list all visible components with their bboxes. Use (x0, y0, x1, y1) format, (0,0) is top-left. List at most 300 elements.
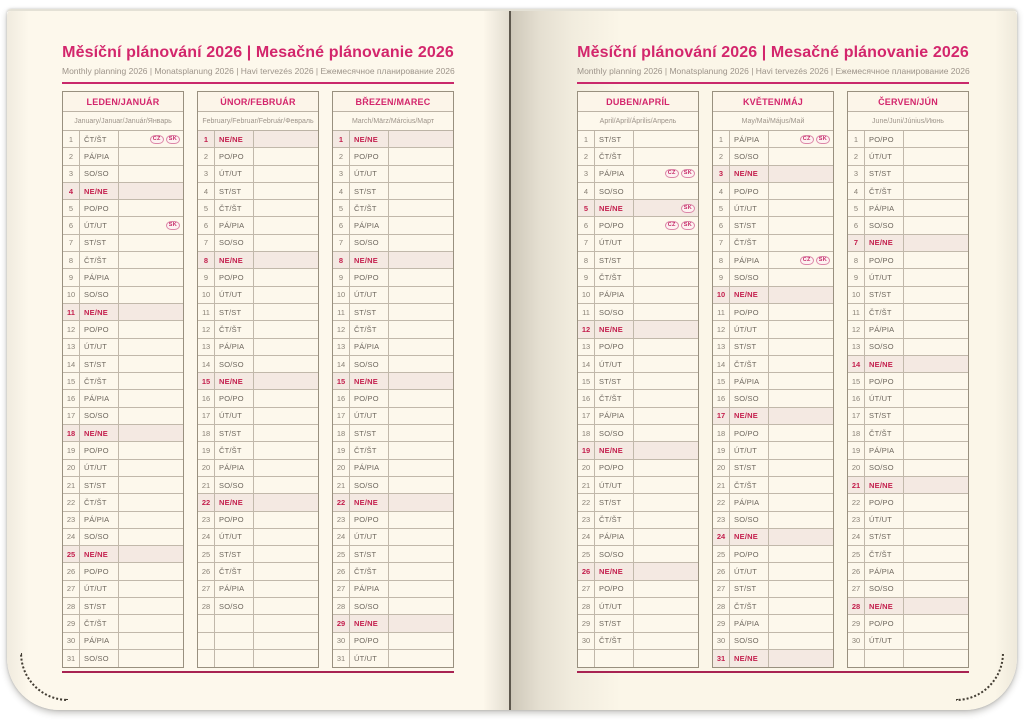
notes-cell (634, 235, 698, 251)
notes-cell (904, 408, 968, 424)
day-number: 4 (848, 183, 865, 199)
day-number: 18 (713, 425, 730, 441)
day-row (578, 252, 698, 269)
day-abbrev: ST/ST (350, 304, 389, 320)
day-number: 20 (578, 460, 595, 476)
notes-cell (769, 650, 833, 667)
day-abbrev (595, 650, 634, 667)
day-row (848, 235, 968, 252)
notes-cell (769, 287, 833, 303)
month-header: KVĚTEN/MÁJ (713, 92, 833, 112)
month-brezen-marec (332, 91, 454, 668)
day-abbrev: ST/ST (595, 494, 634, 510)
day-abbrev: PO/PO (865, 373, 904, 389)
day-abbrev: SO/SO (350, 477, 389, 493)
day-row (713, 598, 833, 615)
notes-cell (769, 217, 833, 233)
day-abbrev: PÁ/PIA (350, 217, 389, 233)
notes-cell (254, 650, 318, 667)
day-number: 20 (333, 460, 350, 476)
day-number: 2 (713, 148, 730, 164)
day-abbrev: ÚT/UT (80, 581, 119, 597)
notes-cell (119, 148, 183, 164)
day-row (713, 425, 833, 442)
day-row (848, 390, 968, 407)
day-row (198, 529, 318, 546)
day-abbrev: PO/PO (350, 269, 389, 285)
day-number: 4 (578, 183, 595, 199)
notes-cell (389, 183, 453, 199)
day-row (198, 217, 318, 234)
day-abbrev: ČT/ŠT (80, 131, 119, 147)
day-number: 8 (578, 252, 595, 268)
day-abbrev: ČT/ŠT (80, 494, 119, 510)
day-row (848, 217, 968, 234)
notes-cell (634, 460, 698, 476)
day-number: 9 (198, 269, 215, 285)
day-abbrev: NE/NE (595, 563, 634, 579)
day-abbrev: ST/ST (865, 408, 904, 424)
day-abbrev: PÁ/PIA (80, 633, 119, 649)
day-abbrev: ST/ST (595, 373, 634, 389)
notes-cell (634, 512, 698, 528)
notes-cell (634, 356, 698, 372)
day-abbrev: PÁ/PIA (215, 339, 254, 355)
day-abbrev: PO/PO (595, 581, 634, 597)
day-row (333, 252, 453, 269)
cz-badge-icon: CZ (800, 135, 814, 144)
day-row (198, 563, 318, 580)
day-row (63, 563, 183, 580)
day-number: 14 (848, 356, 865, 372)
day-abbrev: SO/SO (865, 339, 904, 355)
day-abbrev: ČT/ŠT (595, 633, 634, 649)
notes-cell (389, 529, 453, 545)
day-number: 24 (713, 529, 730, 545)
notes-cell (254, 148, 318, 164)
notes-cell (254, 131, 318, 147)
day-abbrev: PO/PO (350, 390, 389, 406)
notes-cell (769, 252, 833, 268)
day-abbrev: NE/NE (865, 598, 904, 614)
day-number: 10 (198, 287, 215, 303)
notes-cell (904, 217, 968, 233)
day-abbrev: ÚT/UT (595, 356, 634, 372)
day-row (848, 131, 968, 148)
empty-row (198, 615, 318, 632)
notes-cell (119, 442, 183, 458)
day-number: 21 (578, 477, 595, 493)
day-row (848, 373, 968, 390)
day-row (198, 235, 318, 252)
day-number (198, 615, 215, 631)
day-number: 5 (198, 200, 215, 216)
day-abbrev: ÚT/UT (215, 529, 254, 545)
day-number: 25 (848, 546, 865, 562)
day-abbrev: SO/SO (215, 356, 254, 372)
day-abbrev (215, 650, 254, 667)
day-abbrev: ČT/ŠT (215, 200, 254, 216)
month-leden-januar (62, 91, 184, 668)
day-row (63, 529, 183, 546)
day-abbrev: NE/NE (350, 131, 389, 147)
day-number: 1 (63, 131, 80, 147)
day-abbrev: PÁ/PIA (595, 166, 634, 182)
day-row (333, 321, 453, 338)
day-row (63, 512, 183, 529)
stitching-bottom-left (20, 653, 68, 701)
day-abbrev: PÁ/PIA (350, 339, 389, 355)
notes-cell (389, 217, 453, 233)
day-row (333, 183, 453, 200)
day-abbrev: SO/SO (215, 477, 254, 493)
day-row (578, 598, 698, 615)
notes-cell (904, 494, 968, 510)
day-row (333, 148, 453, 165)
day-number: 12 (198, 321, 215, 337)
day-abbrev: ČT/ŠT (865, 546, 904, 562)
day-row (578, 390, 698, 407)
notes-cell (254, 287, 318, 303)
day-row (63, 235, 183, 252)
day-abbrev: ČT/ŠT (80, 252, 119, 268)
day-number: 21 (333, 477, 350, 493)
day-abbrev: ÚT/UT (80, 460, 119, 476)
notes-cell (119, 200, 183, 216)
day-number: 9 (63, 269, 80, 285)
day-row (713, 304, 833, 321)
day-row (848, 615, 968, 632)
day-row (848, 442, 968, 459)
day-abbrev: ČT/ŠT (865, 304, 904, 320)
notes-cell (634, 148, 698, 164)
day-abbrev: PÁ/PIA (865, 321, 904, 337)
month-grid (578, 131, 698, 667)
day-number: 13 (578, 339, 595, 355)
day-row (333, 598, 453, 615)
day-row (578, 615, 698, 632)
day-row (713, 494, 833, 511)
day-abbrev: ÚT/UT (865, 390, 904, 406)
day-abbrev: PÁ/PIA (865, 563, 904, 579)
day-abbrev: NE/NE (350, 252, 389, 268)
day-number (198, 633, 215, 649)
day-row (578, 494, 698, 511)
day-number: 19 (333, 442, 350, 458)
day-abbrev: ST/ST (80, 235, 119, 251)
notes-cell (769, 425, 833, 441)
notes-cell (119, 339, 183, 355)
notes-cell (254, 442, 318, 458)
day-row (848, 563, 968, 580)
day-abbrev: ÚT/UT (80, 217, 119, 233)
day-abbrev: PO/PO (215, 269, 254, 285)
month-subheader: March/März/Március/Март (333, 112, 453, 131)
day-number: 21 (848, 477, 865, 493)
day-number: 19 (578, 442, 595, 458)
day-row (848, 269, 968, 286)
day-abbrev: NE/NE (350, 373, 389, 389)
day-abbrev: ÚT/UT (865, 633, 904, 649)
day-abbrev: ST/ST (350, 183, 389, 199)
day-row (63, 131, 183, 148)
cz-badge-icon: CZ (150, 135, 164, 144)
cz-badge-icon: CZ (665, 169, 679, 178)
notes-cell (254, 529, 318, 545)
day-row (578, 339, 698, 356)
day-number: 16 (63, 390, 80, 406)
month-grid (848, 131, 968, 667)
notes-cell (254, 512, 318, 528)
day-row (333, 287, 453, 304)
day-number: 19 (713, 442, 730, 458)
notes-cell (254, 494, 318, 510)
day-abbrev: SO/SO (80, 408, 119, 424)
day-abbrev: ST/ST (865, 529, 904, 545)
day-number: 27 (198, 581, 215, 597)
day-number: 23 (578, 512, 595, 528)
notes-cell (254, 235, 318, 251)
day-row (333, 269, 453, 286)
day-abbrev: NE/NE (595, 200, 634, 216)
notes-cell (769, 598, 833, 614)
notes-cell (634, 563, 698, 579)
day-row (333, 166, 453, 183)
day-row (63, 546, 183, 563)
day-number: 12 (848, 321, 865, 337)
sk-badge-icon: SK (166, 135, 180, 144)
notes-cell (634, 615, 698, 631)
notes-cell (904, 269, 968, 285)
day-number: 10 (713, 287, 730, 303)
month-header: DUBEN/APRÍL (578, 92, 698, 112)
day-abbrev: ČT/ŠT (865, 183, 904, 199)
day-row (198, 512, 318, 529)
day-number: 24 (578, 529, 595, 545)
day-abbrev: ÚT/UT (730, 563, 769, 579)
day-row (713, 321, 833, 338)
day-abbrev: ST/ST (595, 615, 634, 631)
day-abbrev: ST/ST (730, 339, 769, 355)
day-row (848, 304, 968, 321)
day-number: 2 (198, 148, 215, 164)
day-number: 8 (848, 252, 865, 268)
page-right (511, 11, 1017, 710)
day-number: 15 (848, 373, 865, 389)
day-abbrev: PÁ/PIA (730, 373, 769, 389)
day-row (333, 615, 453, 632)
planner-book (7, 9, 1017, 710)
day-number: 3 (848, 166, 865, 182)
day-row (713, 252, 833, 269)
day-number: 23 (713, 512, 730, 528)
notes-cell (389, 252, 453, 268)
day-number: 30 (333, 633, 350, 649)
day-abbrev: PÁ/PIA (350, 460, 389, 476)
notes-cell (119, 131, 183, 147)
day-abbrev: ÚT/UT (595, 235, 634, 251)
notes-cell (904, 166, 968, 182)
notes-cell (634, 339, 698, 355)
notes-cell (904, 339, 968, 355)
notes-cell (119, 408, 183, 424)
day-row (63, 321, 183, 338)
day-abbrev: NE/NE (215, 494, 254, 510)
notes-cell (119, 252, 183, 268)
day-row (848, 200, 968, 217)
day-row (713, 390, 833, 407)
day-number: 27 (63, 581, 80, 597)
day-abbrev: ČT/ŠT (730, 235, 769, 251)
day-abbrev: PO/PO (865, 494, 904, 510)
day-abbrev: PÁ/PIA (730, 494, 769, 510)
notes-cell (254, 269, 318, 285)
day-number: 29 (63, 615, 80, 631)
day-number: 9 (848, 269, 865, 285)
day-abbrev: ÚT/UT (215, 287, 254, 303)
day-number: 17 (198, 408, 215, 424)
day-abbrev: ST/ST (215, 425, 254, 441)
day-abbrev: PO/PO (215, 512, 254, 528)
day-number: 23 (198, 512, 215, 528)
day-number: 5 (848, 200, 865, 216)
day-abbrev: NE/NE (595, 442, 634, 458)
notes-cell (119, 356, 183, 372)
day-row (198, 425, 318, 442)
notes-cell (389, 339, 453, 355)
day-row (333, 477, 453, 494)
day-number: 18 (198, 425, 215, 441)
day-row (848, 425, 968, 442)
day-abbrev: NE/NE (865, 356, 904, 372)
day-abbrev: ČT/ŠT (730, 598, 769, 614)
month-subheader: February/Februar/Február/Февраль (198, 112, 318, 131)
month-header: LEDEN/JANUÁR (63, 92, 183, 112)
notes-cell (904, 321, 968, 337)
day-number: 24 (848, 529, 865, 545)
day-number: 25 (333, 546, 350, 562)
notes-cell (254, 598, 318, 614)
day-row (713, 131, 833, 148)
day-row (333, 425, 453, 442)
day-abbrev: PÁ/PIA (595, 529, 634, 545)
day-row (198, 252, 318, 269)
cz-badge-icon: CZ (665, 221, 679, 230)
notes-cell (119, 633, 183, 649)
day-number: 17 (848, 408, 865, 424)
day-number: 24 (198, 529, 215, 545)
day-row (333, 390, 453, 407)
day-row (63, 650, 183, 667)
day-number: 6 (333, 217, 350, 233)
month-grid (63, 131, 183, 667)
day-number: 14 (578, 356, 595, 372)
day-row (333, 339, 453, 356)
notes-cell (389, 633, 453, 649)
day-number: 2 (63, 148, 80, 164)
day-number: 8 (198, 252, 215, 268)
day-abbrev: PO/PO (730, 546, 769, 562)
day-row (198, 477, 318, 494)
notes-cell (389, 598, 453, 614)
day-number: 16 (713, 390, 730, 406)
day-number: 7 (63, 235, 80, 251)
day-number: 14 (333, 356, 350, 372)
day-number: 3 (578, 166, 595, 182)
notes-cell (119, 477, 183, 493)
day-row (578, 477, 698, 494)
day-abbrev: ÚT/UT (595, 598, 634, 614)
months-row-left (62, 91, 454, 668)
day-number: 21 (713, 477, 730, 493)
month-kveten-maj (712, 91, 834, 668)
day-row (578, 563, 698, 580)
notes-cell (389, 650, 453, 667)
day-number: 27 (578, 581, 595, 597)
day-row (713, 408, 833, 425)
day-number: 24 (333, 529, 350, 545)
notes-cell (254, 425, 318, 441)
day-row (63, 148, 183, 165)
notes-cell (769, 442, 833, 458)
day-row (713, 183, 833, 200)
day-number: 1 (848, 131, 865, 147)
day-abbrev: ČT/ŠT (595, 148, 634, 164)
day-row (713, 235, 833, 252)
day-row (63, 304, 183, 321)
day-abbrev: ST/ST (80, 598, 119, 614)
day-row (63, 200, 183, 217)
day-abbrev: ÚT/UT (865, 148, 904, 164)
day-abbrev: SO/SO (595, 304, 634, 320)
day-abbrev: NE/NE (730, 287, 769, 303)
day-row (198, 356, 318, 373)
day-abbrev: PÁ/PIA (730, 615, 769, 631)
day-row (713, 166, 833, 183)
day-number: 24 (63, 529, 80, 545)
day-abbrev: PÁ/PIA (730, 252, 769, 268)
day-abbrev: NE/NE (80, 183, 119, 199)
notes-cell (389, 477, 453, 493)
notes-cell (389, 390, 453, 406)
notes-cell (254, 460, 318, 476)
sk-badge-icon: SK (681, 221, 695, 230)
notes-cell (769, 321, 833, 337)
day-abbrev: ÚT/UT (350, 166, 389, 182)
day-abbrev: SO/SO (730, 633, 769, 649)
day-row (333, 373, 453, 390)
month-subheader: January/Januar/Január/Январь (63, 112, 183, 131)
day-number: 9 (713, 269, 730, 285)
day-number: 5 (333, 200, 350, 216)
day-number: 26 (198, 563, 215, 579)
notes-cell (769, 235, 833, 251)
notes-cell (119, 563, 183, 579)
day-abbrev: ST/ST (730, 581, 769, 597)
day-number: 5 (713, 200, 730, 216)
day-row (333, 546, 453, 563)
month-grid (713, 131, 833, 667)
month-unor-februar (197, 91, 319, 668)
empty-row (578, 650, 698, 667)
notes-cell (634, 529, 698, 545)
day-abbrev: PÁ/PIA (595, 408, 634, 424)
day-abbrev: ST/ST (80, 356, 119, 372)
day-row (198, 269, 318, 286)
day-abbrev: SO/SO (865, 581, 904, 597)
day-row (198, 166, 318, 183)
day-abbrev: ÚT/UT (215, 166, 254, 182)
